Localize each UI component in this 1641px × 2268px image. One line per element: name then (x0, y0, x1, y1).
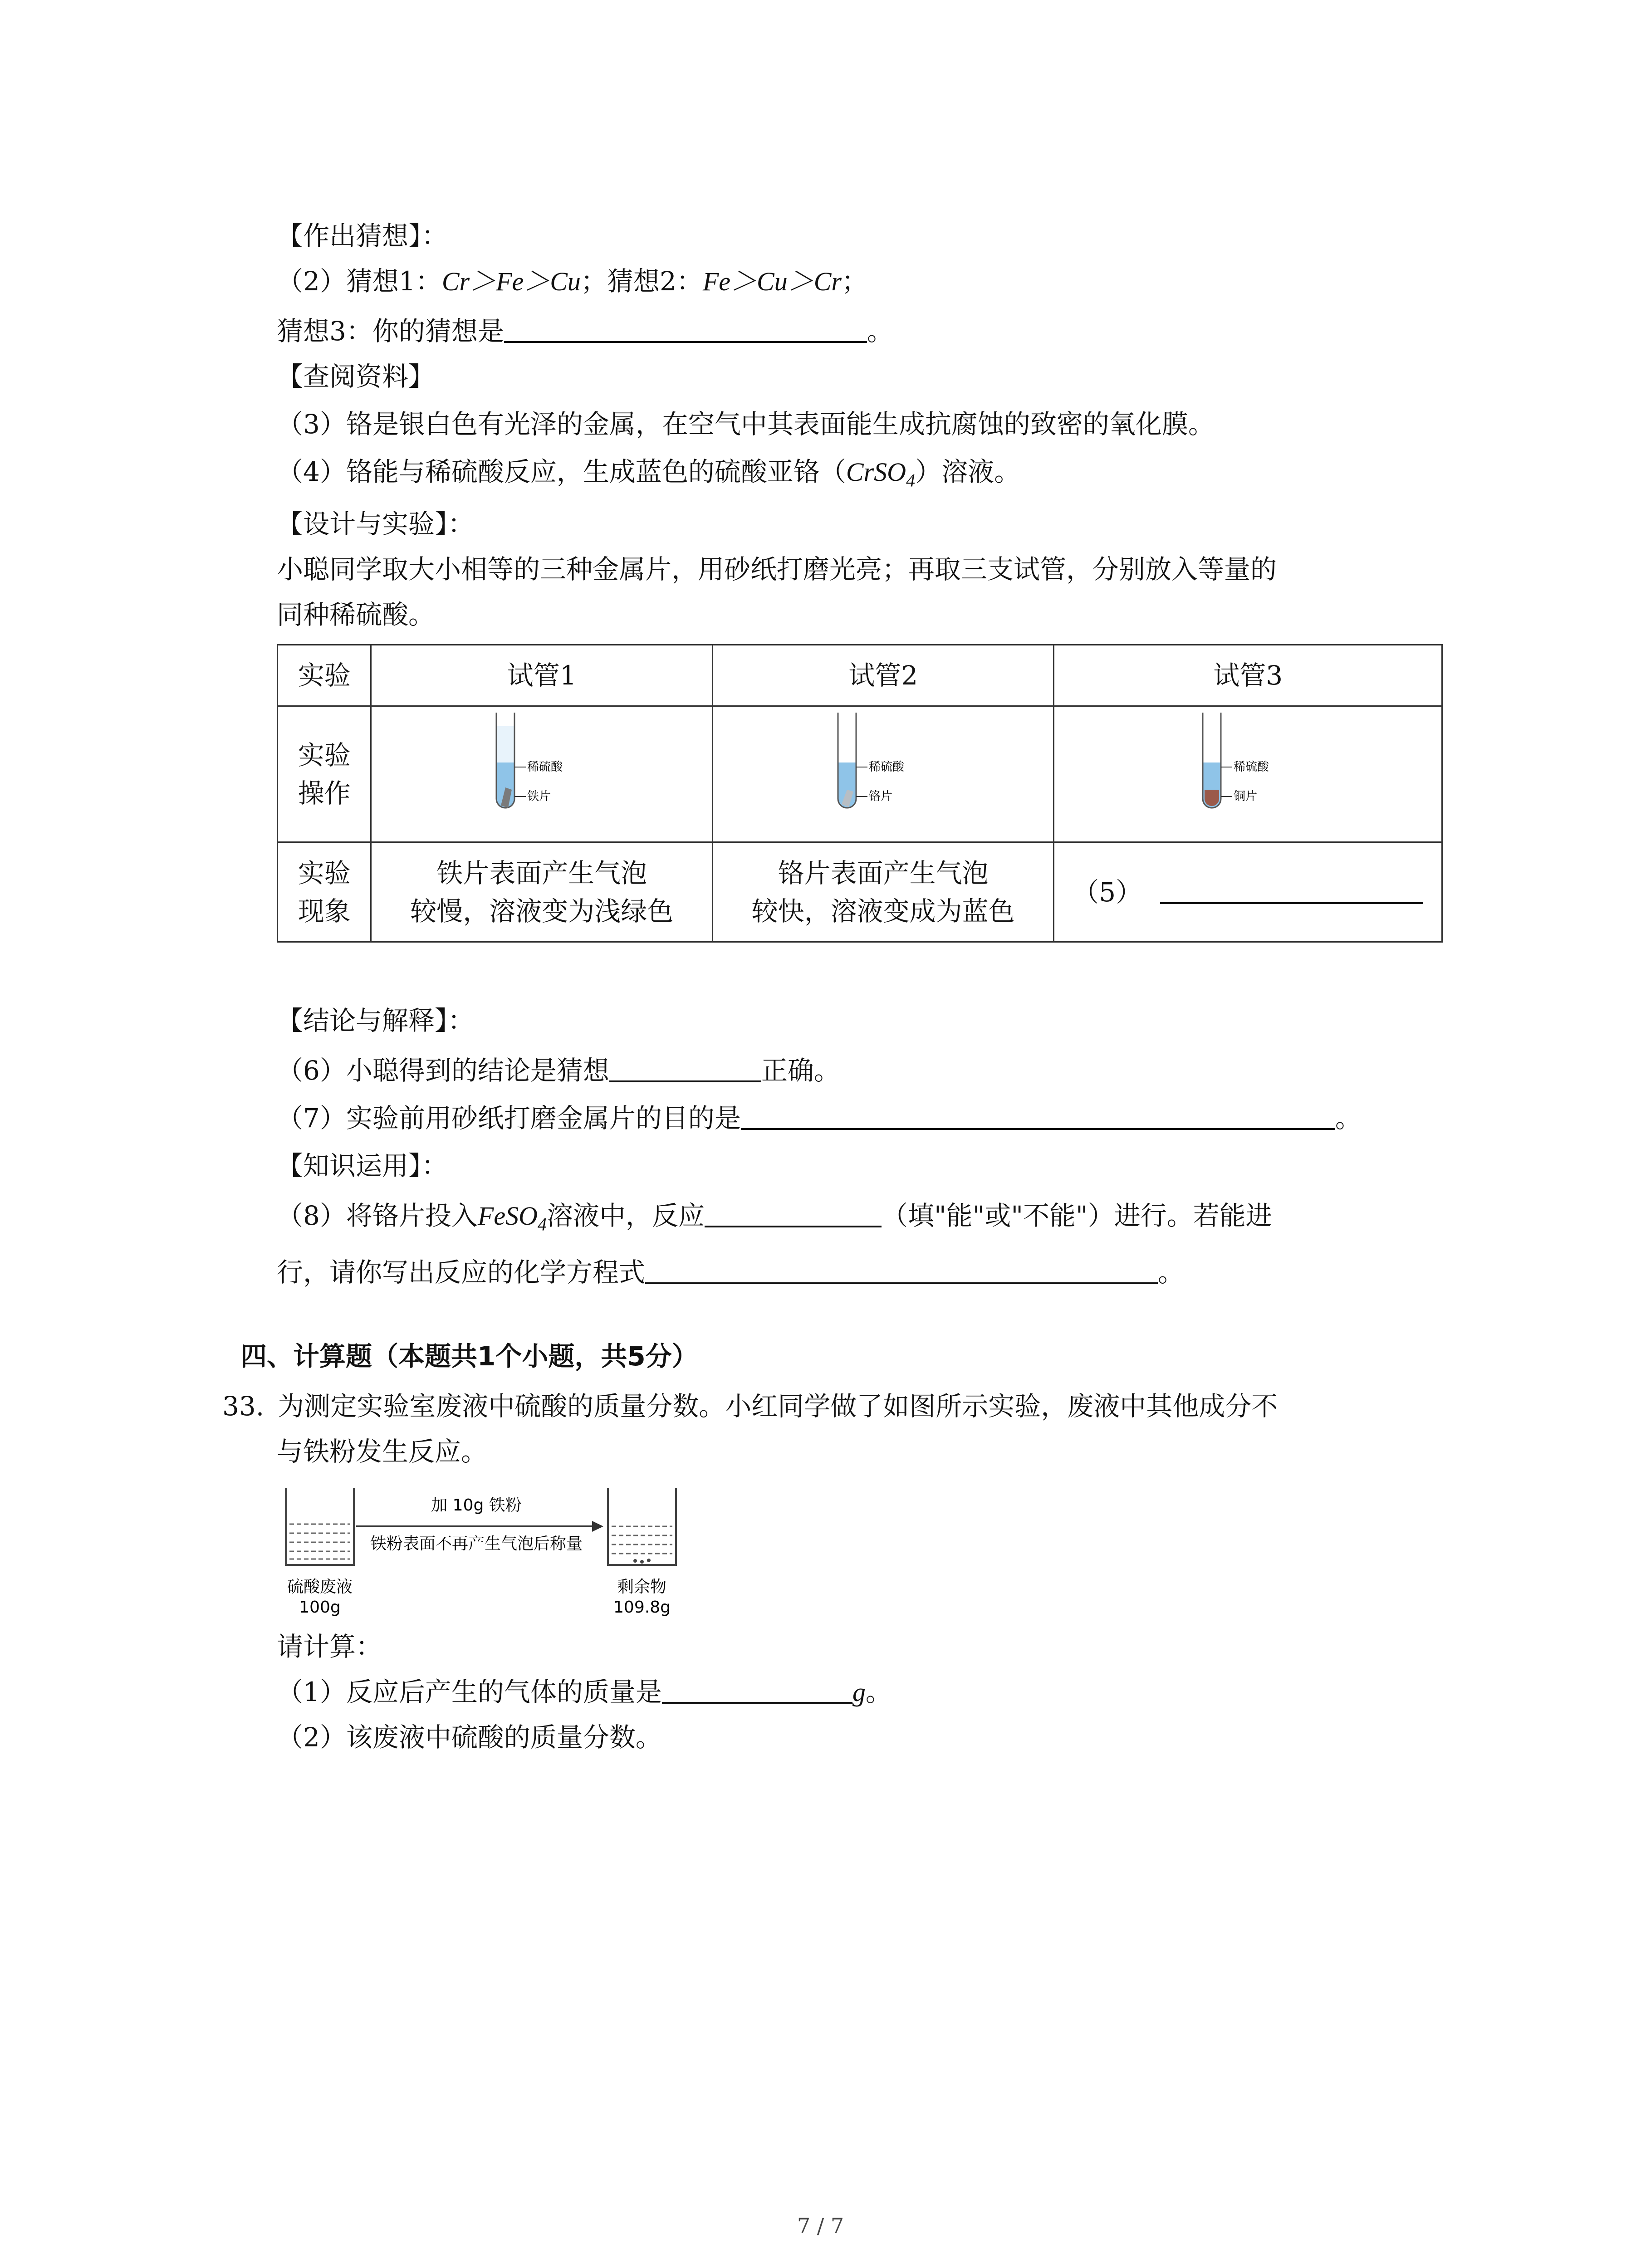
q6-line: （6）小聪得到的结论是猜想 正确。 (277, 1055, 840, 1086)
svg-text:稀硫酸: 稀硫酸 (868, 760, 904, 774)
test-tube-2-icon (833, 708, 933, 831)
q8-line-1: （8）将铬片投入FeSO$_4$溶液中，反应 （填"能"或"不能"）进行。若能进 (277, 1200, 1272, 1235)
apply-heading: 【知识运用】： (277, 1150, 448, 1181)
feso4-formula: FeSO (477, 1201, 538, 1231)
diagram-arrow-top: 加 10g 铁粉 (431, 1496, 522, 1515)
page-number: 7 / 7 (797, 2214, 844, 2238)
refs-item-4: （4）铬能与稀硫酸反应，生成蓝色的硫酸亚铬（CrSO$_4$）溶液。 (277, 456, 1021, 491)
row-phenomenon-label: 实验 现象 (278, 842, 371, 942)
tube1-observation: 铁片表面产生气泡 较慢，溶液变为浅绿色 (371, 842, 712, 942)
guess1-formula: Cr＞Fe＞Cu (441, 267, 581, 296)
tube1-illustration (371, 706, 712, 842)
table-header-experiment: 实验 (278, 645, 371, 706)
table-header-tube1: 试管1 (371, 645, 712, 706)
q8-equation-blank[interactable] (645, 1256, 1158, 1284)
calc-item-2: （2）该废液中硫酸的质量分数。 (277, 1722, 662, 1753)
guess3-line (277, 313, 893, 349)
q33-line-1: 33. 为测定实验室废液中硫酸的质量分数。小红同学做了如图所示实验，废液中其他成分不 (222, 1391, 1278, 1422)
svg-text:稀硫酸: 稀硫酸 (1233, 760, 1269, 774)
reaction-arrow-icon (356, 1521, 603, 1532)
crso4-formula: CrSO (846, 457, 906, 487)
design-heading: 【设计与实验】： (277, 508, 475, 539)
guess3-period: 。 (867, 316, 893, 347)
q2-label: （2）猜想1： (277, 266, 442, 297)
guess3-blank[interactable] (504, 315, 867, 343)
refs-heading: 【查阅资料】 (277, 361, 435, 392)
q5-blank[interactable] (1160, 876, 1423, 904)
svg-text:稀硫酸: 稀硫酸 (527, 760, 563, 774)
diagram-left-label: 硫酸废液 (287, 1578, 353, 1596)
section4-heading: 四、计算题（本题共1个小题，共5分） (240, 1341, 698, 1372)
design-text-1: 小聪同学取大小相等的三种金属片，用砂纸打磨光亮；再取三支试管，分别放入等量的 (277, 554, 1277, 585)
c1-blank[interactable] (662, 1676, 852, 1704)
calc-prompt: 请计算： (277, 1631, 382, 1662)
guess2-formula: Fe＞Cu＞Cr (702, 267, 842, 296)
guess3-label: 猜想3：你的猜想是 (277, 316, 504, 347)
table-header-tube3: 试管3 (1054, 645, 1442, 706)
q7-line: （7）实验前用砂纸打磨金属片的目的是 。 (277, 1103, 1362, 1134)
calc-item-1: （1）反应后产生的气体的质量是 g。 (277, 1677, 892, 1707)
q33-line-2: 与铁粉发生反应。 (277, 1436, 488, 1467)
diagram-arrow-bottom: 铁粉表面不再产生气泡后称量 (370, 1535, 583, 1553)
reaction-diagram (277, 1481, 685, 1617)
diagram-right-label: 剩余物 (617, 1578, 667, 1596)
row-operation-label: 实验 操作 (278, 706, 371, 842)
tube3-observation: （5） (1054, 842, 1442, 942)
design-text-2: 同种稀硫酸。 (277, 599, 435, 630)
guess-line-2 (277, 263, 868, 300)
guess-end: ； (841, 266, 868, 297)
experiment-table (277, 644, 1443, 943)
svg-text:铬片: 铬片 (868, 789, 892, 803)
tube2-illustration (712, 706, 1053, 842)
svg-text:铜片: 铜片 (1233, 789, 1257, 803)
guess-separator: ；猜想2： (580, 266, 703, 297)
q8-blank[interactable] (705, 1199, 882, 1227)
test-tube-1-icon (492, 708, 592, 831)
table-header-tube2: 试管2 (712, 645, 1053, 706)
diagram-left-mass: 100g (299, 1598, 341, 1617)
beaker-right-icon (608, 1488, 676, 1565)
diagram-right-mass: 109.8g (613, 1598, 671, 1617)
svg-text:铁片: 铁片 (527, 789, 551, 803)
guess-heading: 【作出猜想】： (277, 220, 448, 251)
tube2-observation: 铬片表面产生气泡 较快，溶液变成为蓝色 (712, 842, 1053, 942)
q7-blank[interactable] (741, 1102, 1335, 1130)
q6-blank[interactable] (609, 1054, 761, 1082)
refs-item-3: （3）铬是银白色有光泽的金属，在空气中其表面能生成抗腐蚀的致密的氧化膜。 (277, 409, 1215, 440)
q8-line-2: 行，请你写出反应的化学方程式 。 (277, 1257, 1185, 1288)
test-tube-3-icon (1198, 708, 1298, 831)
beaker-left-icon (286, 1488, 354, 1565)
conclusion-heading: 【结论与解释】： (277, 1005, 475, 1036)
tube3-illustration (1054, 706, 1442, 842)
